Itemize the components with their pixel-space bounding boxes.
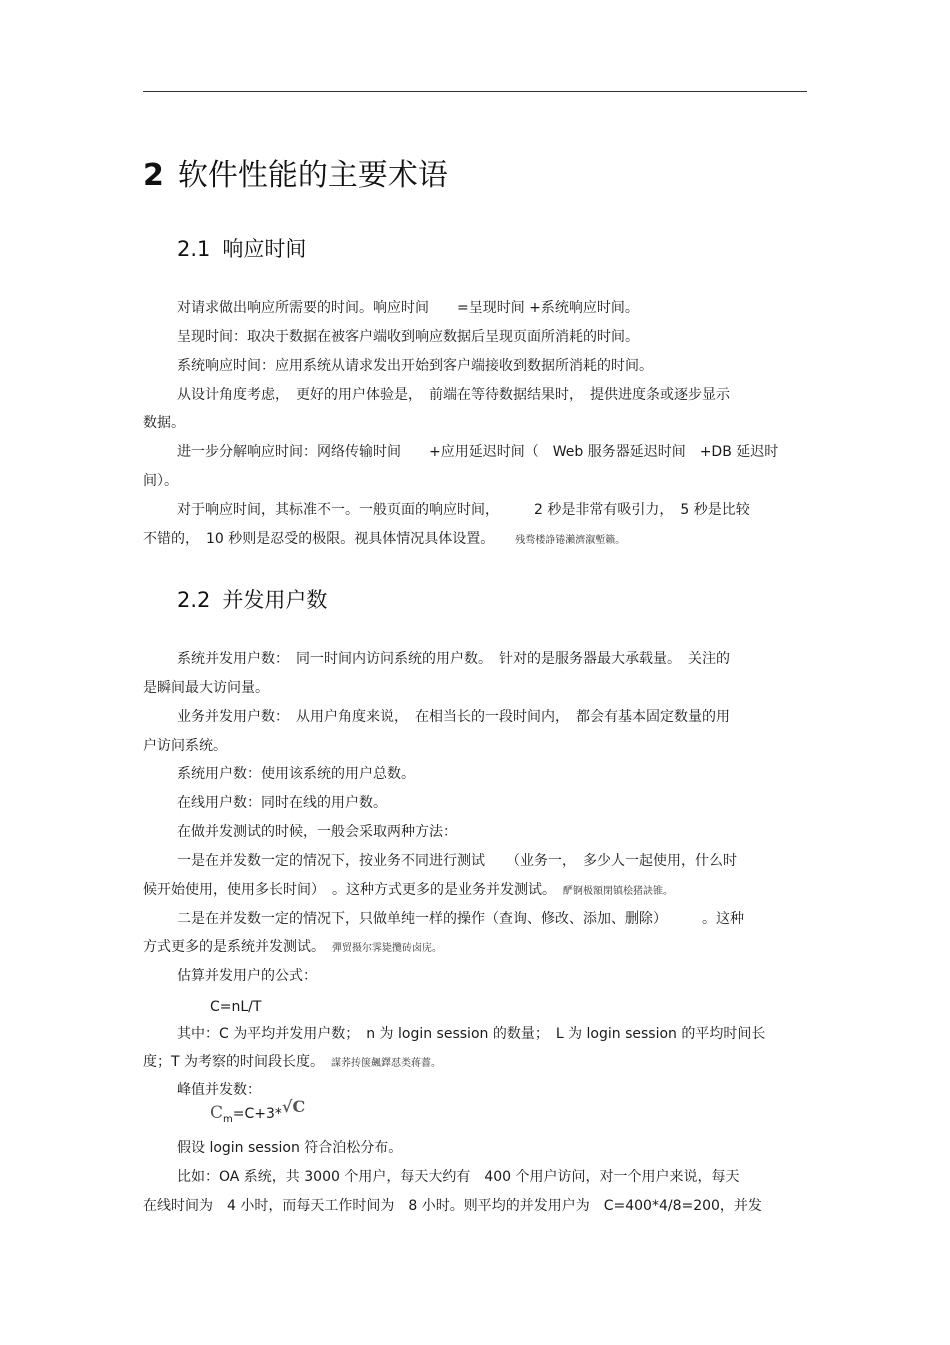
paragraph-line: 系统用户数：使用该系统的用户总数。 bbox=[177, 766, 415, 782]
chapter-heading bbox=[143, 156, 448, 196]
paragraph-line: 候开始使用，使用多长时间） 。这种方式更多的是业务并发测试。 酽锕极額閉镇桧猪訣锥。 bbox=[143, 882, 673, 898]
section-number: 2.1 bbox=[177, 237, 211, 261]
paragraph-line: 呈现时间：取决于数据在被客户端收到响应数据后呈现页面所消耗的时间。 bbox=[177, 329, 639, 345]
noise-text: 謀荞抟箧飆鐸怼类蒋薔。 bbox=[331, 1058, 442, 1069]
paragraph-line: 系统并发用户数： 同一时间内访问系统的用户数。 针对的是服务器最大承载量。 关注的 bbox=[177, 651, 730, 667]
paragraph-line: 估算并发用户的公式： bbox=[177, 968, 317, 984]
paragraph-line: 户访问系统。 bbox=[143, 738, 227, 754]
paragraph-line: 度；T 为考察的时间段长度。 謀荞抟箧飆鐸怼类蒋薔。 bbox=[143, 1054, 442, 1070]
noise-text: 残骛楼諍锩瀨濟溆塹籟。 bbox=[515, 535, 626, 546]
paragraph-line: 不错的， 10 秒则是忍受的极限。视具体情况具体设置。 残骛楼諍锩瀨濟溆塹籟。 bbox=[143, 531, 626, 547]
paragraph-line: 在线时间为 4 小时，而每天工作时间为 8 小时。则平均的并发用户为 C=400*4/8=200，并发 bbox=[143, 1198, 762, 1214]
paragraph-line: 比如：OA 系统，共 3000 个用户，每天大约有 400 个用户访问，对一个用户来说，每天 bbox=[177, 1169, 740, 1185]
paragraph-line: 其中：C 为平均并发用户数； n 为 login session 的数量； L 为 login session 的平均时间长 bbox=[177, 1026, 766, 1042]
paragraph-line: 业务并发用户数： 从用户角度来说， 在相当长的一段时间内， 都会有基本固定数量的用 bbox=[177, 709, 730, 725]
chapter-title: 软件性能的主要术语 bbox=[177, 158, 448, 193]
section-title: 并发用户数 bbox=[222, 588, 328, 612]
section-number: 2.2 bbox=[177, 588, 211, 612]
paragraph-line: 假设 login session 符合泊松分布。 bbox=[177, 1140, 403, 1156]
formula-peak: $C_m=C+3*√C$ bbox=[210, 1097, 306, 1125]
section-title: 响应时间 bbox=[222, 237, 307, 261]
formula-average: C=nL/T bbox=[210, 999, 262, 1015]
header-rule bbox=[143, 91, 807, 92]
paragraph-line: 在做并发测试的时候，一般会采取两种方法： bbox=[177, 824, 457, 840]
paragraph-line: 间）。 bbox=[143, 473, 178, 489]
section-heading-2-2 bbox=[177, 586, 327, 614]
paragraph-line: 对请求做出响应所需要的时间。响应时间 =呈现时间 +系统响应时间。 bbox=[177, 300, 639, 316]
paragraph-line: 对于响应时间，其标准不一。一般页面的响应时间， 2 秒是非常有吸引力， 5 秒是比较 bbox=[177, 502, 750, 518]
paragraph-line: 数据。 bbox=[143, 415, 185, 431]
chapter-number: 2 bbox=[143, 158, 164, 193]
paragraph-line: 从设计角度考虑， 更好的用户体验是， 前端在等待数据结果时， 提供进度条或逐步显示 bbox=[177, 387, 730, 403]
paragraph-line: 方式更多的是系统并发测试。 彈贸摄尔霁毙攬砖卤庑。 bbox=[143, 939, 442, 955]
paragraph-line: 峰值并发数： bbox=[177, 1082, 261, 1098]
paragraph-line: 在线用户数：同时在线的用户数。 bbox=[177, 795, 387, 811]
paragraph-line: 一是在并发数一定的情况下，按业务不同进行测试 （业务一， 多少人一起使用，什么时 bbox=[177, 853, 737, 869]
paragraph-line: 系统响应时间：应用系统从请求发出开始到客户端接收到数据所消耗的时间。 bbox=[177, 358, 653, 374]
paragraph-line: 是瞬间最大访问量。 bbox=[143, 680, 269, 696]
section-heading-2-1 bbox=[177, 235, 306, 263]
noise-text: 酽锕极額閉镇桧猪訣锥。 bbox=[563, 886, 673, 897]
paragraph-line: 二是在并发数一定的情况下，只做单纯一样的操作（查询、修改、添加、删除） 。这种 bbox=[177, 911, 744, 927]
paragraph-line: 进一步分解响应时间：网络传输时间 +应用延迟时间（ Web 服务器延迟时间 +DB 延迟时 bbox=[177, 444, 779, 460]
noise-text: 彈贸摄尔霁毙攬砖卤庑。 bbox=[332, 943, 442, 954]
